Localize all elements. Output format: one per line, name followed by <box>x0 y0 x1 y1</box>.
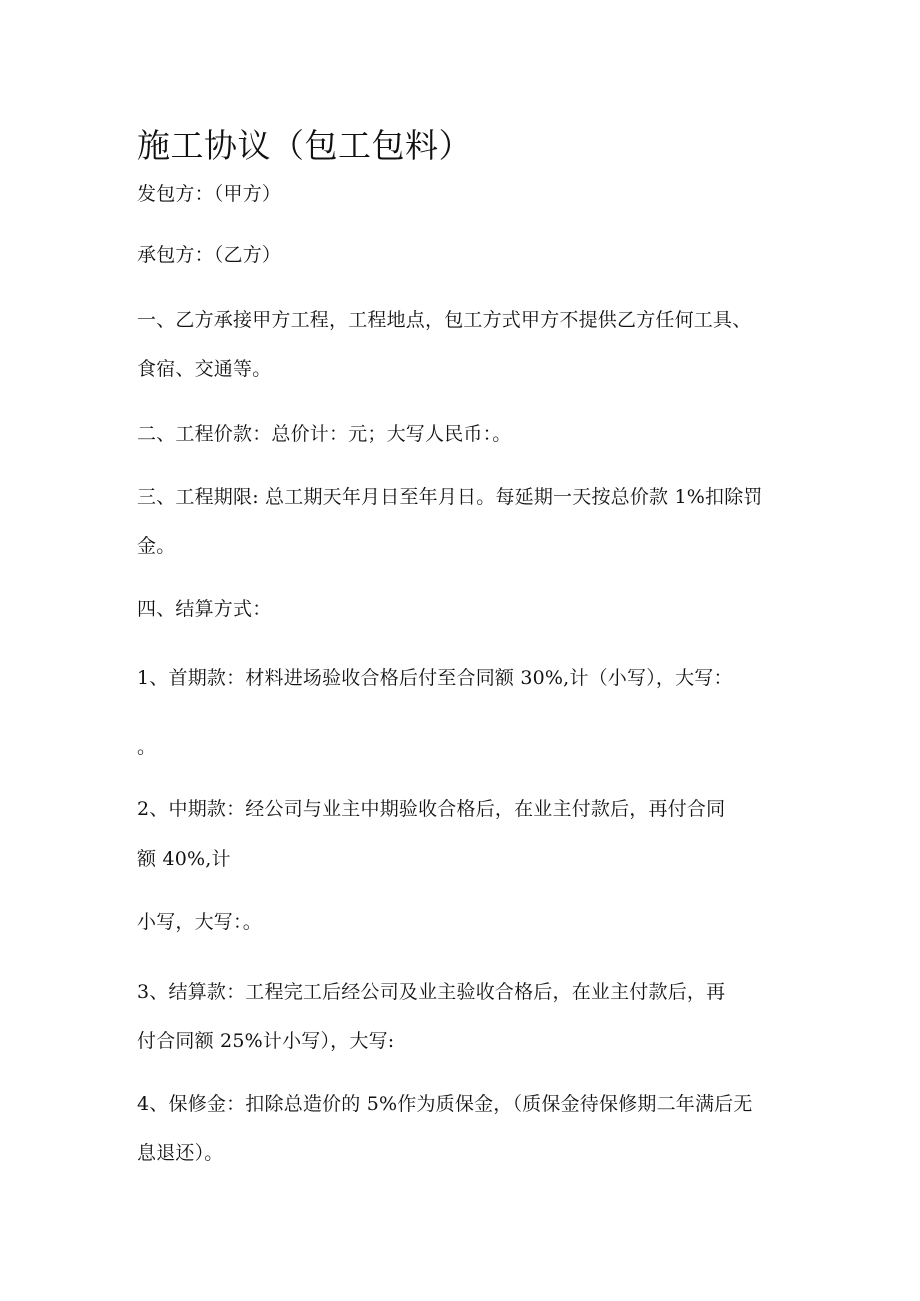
payment-2-line-3: 小写，大写：。 <box>137 911 262 933</box>
clause-3-line-1: 三、工程期限: 总工期天年月日至年月日。每延期一天按总价款 1%扣除罚 <box>137 486 763 508</box>
clause-3-line-2: 金。 <box>137 535 176 557</box>
payment-1-line-2: 。 <box>137 736 157 758</box>
party-a-line: 发包方：（甲方） <box>137 183 282 205</box>
payment-4-line-1: 4、保修金：扣除总造价的 5%作为质保金，（质保金待保修期二年满后无 <box>137 1093 753 1115</box>
document-title: 施工协议（包工包料） <box>137 126 472 165</box>
payment-3-line-2: 付合同额 25%计小写），大写: <box>137 1030 395 1052</box>
clause-4-heading: 四、结算方式： <box>137 598 272 620</box>
payment-2-line-2: 额 40%,计 <box>137 848 231 870</box>
clause-1-line-2: 食宿、交通等。 <box>137 358 272 380</box>
clause-2-line: 二、工程价款：总价计：元；大写人民币：。 <box>137 423 512 445</box>
payment-3-line-1: 3、结算款：工程完工后经公司及业主验收合格后，在业主付款后，再 <box>137 981 726 1003</box>
payment-4-line-2: 息退还）。 <box>137 1142 224 1164</box>
payment-1-line-1: 1、首期款：材料进场验收合格后付至合同额 30%,计（小写），大写： <box>137 667 733 689</box>
party-b-line: 承包方：（乙方） <box>137 244 282 266</box>
payment-2-line-1: 2、中期款：经公司与业主中期验收合格后，在业主付款后，再付合同 <box>137 798 726 820</box>
clause-1-line-1: 一、乙方承接甲方工程，工程地点，包工方式甲方不提供乙方任何工具、 <box>137 309 752 331</box>
